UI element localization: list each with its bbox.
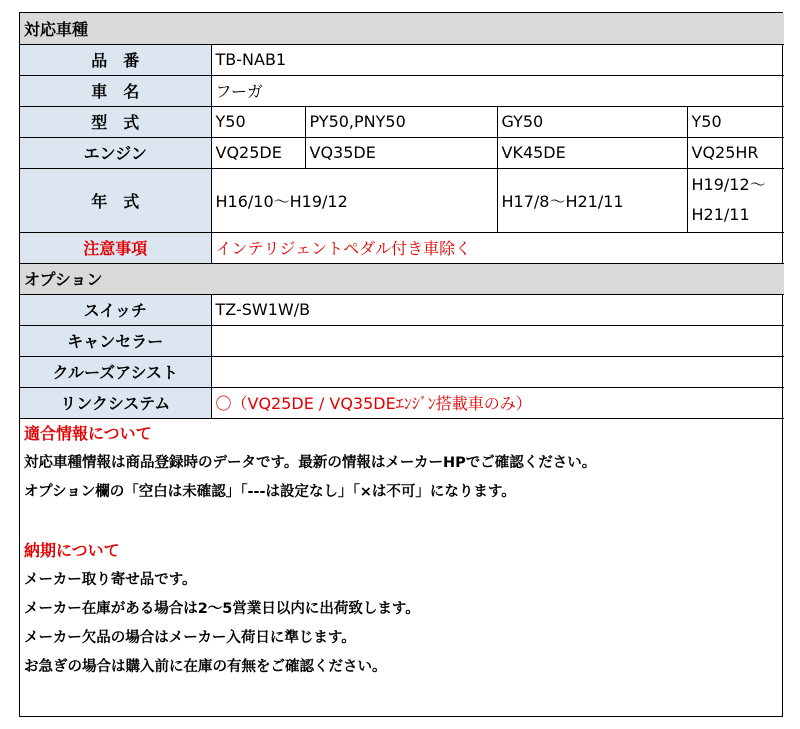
option-section-header: オプション — [20, 263, 784, 294]
engine-cell: VK45DE — [497, 137, 687, 168]
delivery-heading: 納期について — [24, 540, 120, 560]
part-number-value: TB-NAB1 — [211, 44, 784, 75]
model-code-cell: Y50 — [211, 106, 305, 137]
model-year-label: 年 式 — [20, 168, 211, 232]
engine-label: エンジン — [20, 137, 211, 168]
switch-label: スイッチ — [20, 294, 211, 325]
compatibility-sheet — [19, 12, 783, 717]
cruise-assist-label: クルーズアシスト — [20, 356, 211, 387]
engine-cell: VQ35DE — [305, 137, 497, 168]
fit-info-heading: 適合情報について — [24, 423, 152, 443]
caution-label: 注意事項 — [20, 232, 211, 263]
model-year-line: H21/11 — [691, 205, 750, 224]
delivery-line: メーカー在庫がある場合は2〜5営業日以内に出荷致します。 — [24, 600, 420, 617]
cruise-assist-value — [211, 356, 784, 387]
link-system-value: 〇（VQ25DE / VQ35DEｴﾝｼﾞﾝ搭載車のみ） — [211, 387, 784, 418]
spacer — [24, 507, 778, 536]
link-system-label: リンクシステム — [20, 387, 211, 418]
caution-value: インテリジェントペダル付き車除く — [211, 232, 784, 263]
delivery-line: メーカー取り寄せ品です。 — [24, 571, 197, 588]
switch-value: TZ-SW1W/B — [211, 294, 784, 325]
engine-cell: VQ25DE — [211, 137, 305, 168]
canceller-value — [211, 325, 784, 356]
fit-info-line: 対応車種情報は商品登録時のデータです。最新の情報はメーカーHPでご確認ください。 — [24, 454, 597, 471]
part-number-label: 品 番 — [20, 44, 211, 75]
model-code-cell: PY50,PNY50 — [305, 106, 497, 137]
model-code-cell: GY50 — [497, 106, 687, 137]
compat-section-header: 対応車種 — [20, 13, 784, 44]
delivery-line: お急ぎの場合は購入前に在庫の有無をご確認ください。 — [24, 658, 387, 675]
car-name-label: 車 名 — [20, 75, 211, 106]
model-code-cell: Y50 — [687, 106, 784, 137]
fit-info-line: オプション欄の「空白は未確認」「---は設定なし」「×は不可」になります。 — [24, 483, 516, 500]
model-year-cell: H16/10〜H19/12 — [211, 168, 497, 232]
model-year-line: H19/12〜 — [691, 175, 766, 194]
model-year-cell: H17/8〜H21/11 — [497, 168, 687, 232]
model-code-label: 型 式 — [20, 106, 211, 137]
model-year-cell — [687, 168, 784, 232]
notes-section — [20, 419, 782, 682]
engine-cell: VQ25HR — [687, 137, 784, 168]
compatibility-table — [20, 13, 784, 419]
car-name-value: フーガ — [211, 75, 784, 106]
canceller-label: キャンセラー — [20, 325, 211, 356]
delivery-line: メーカー欠品の場合はメーカー入荷日に準じます。 — [24, 629, 356, 646]
